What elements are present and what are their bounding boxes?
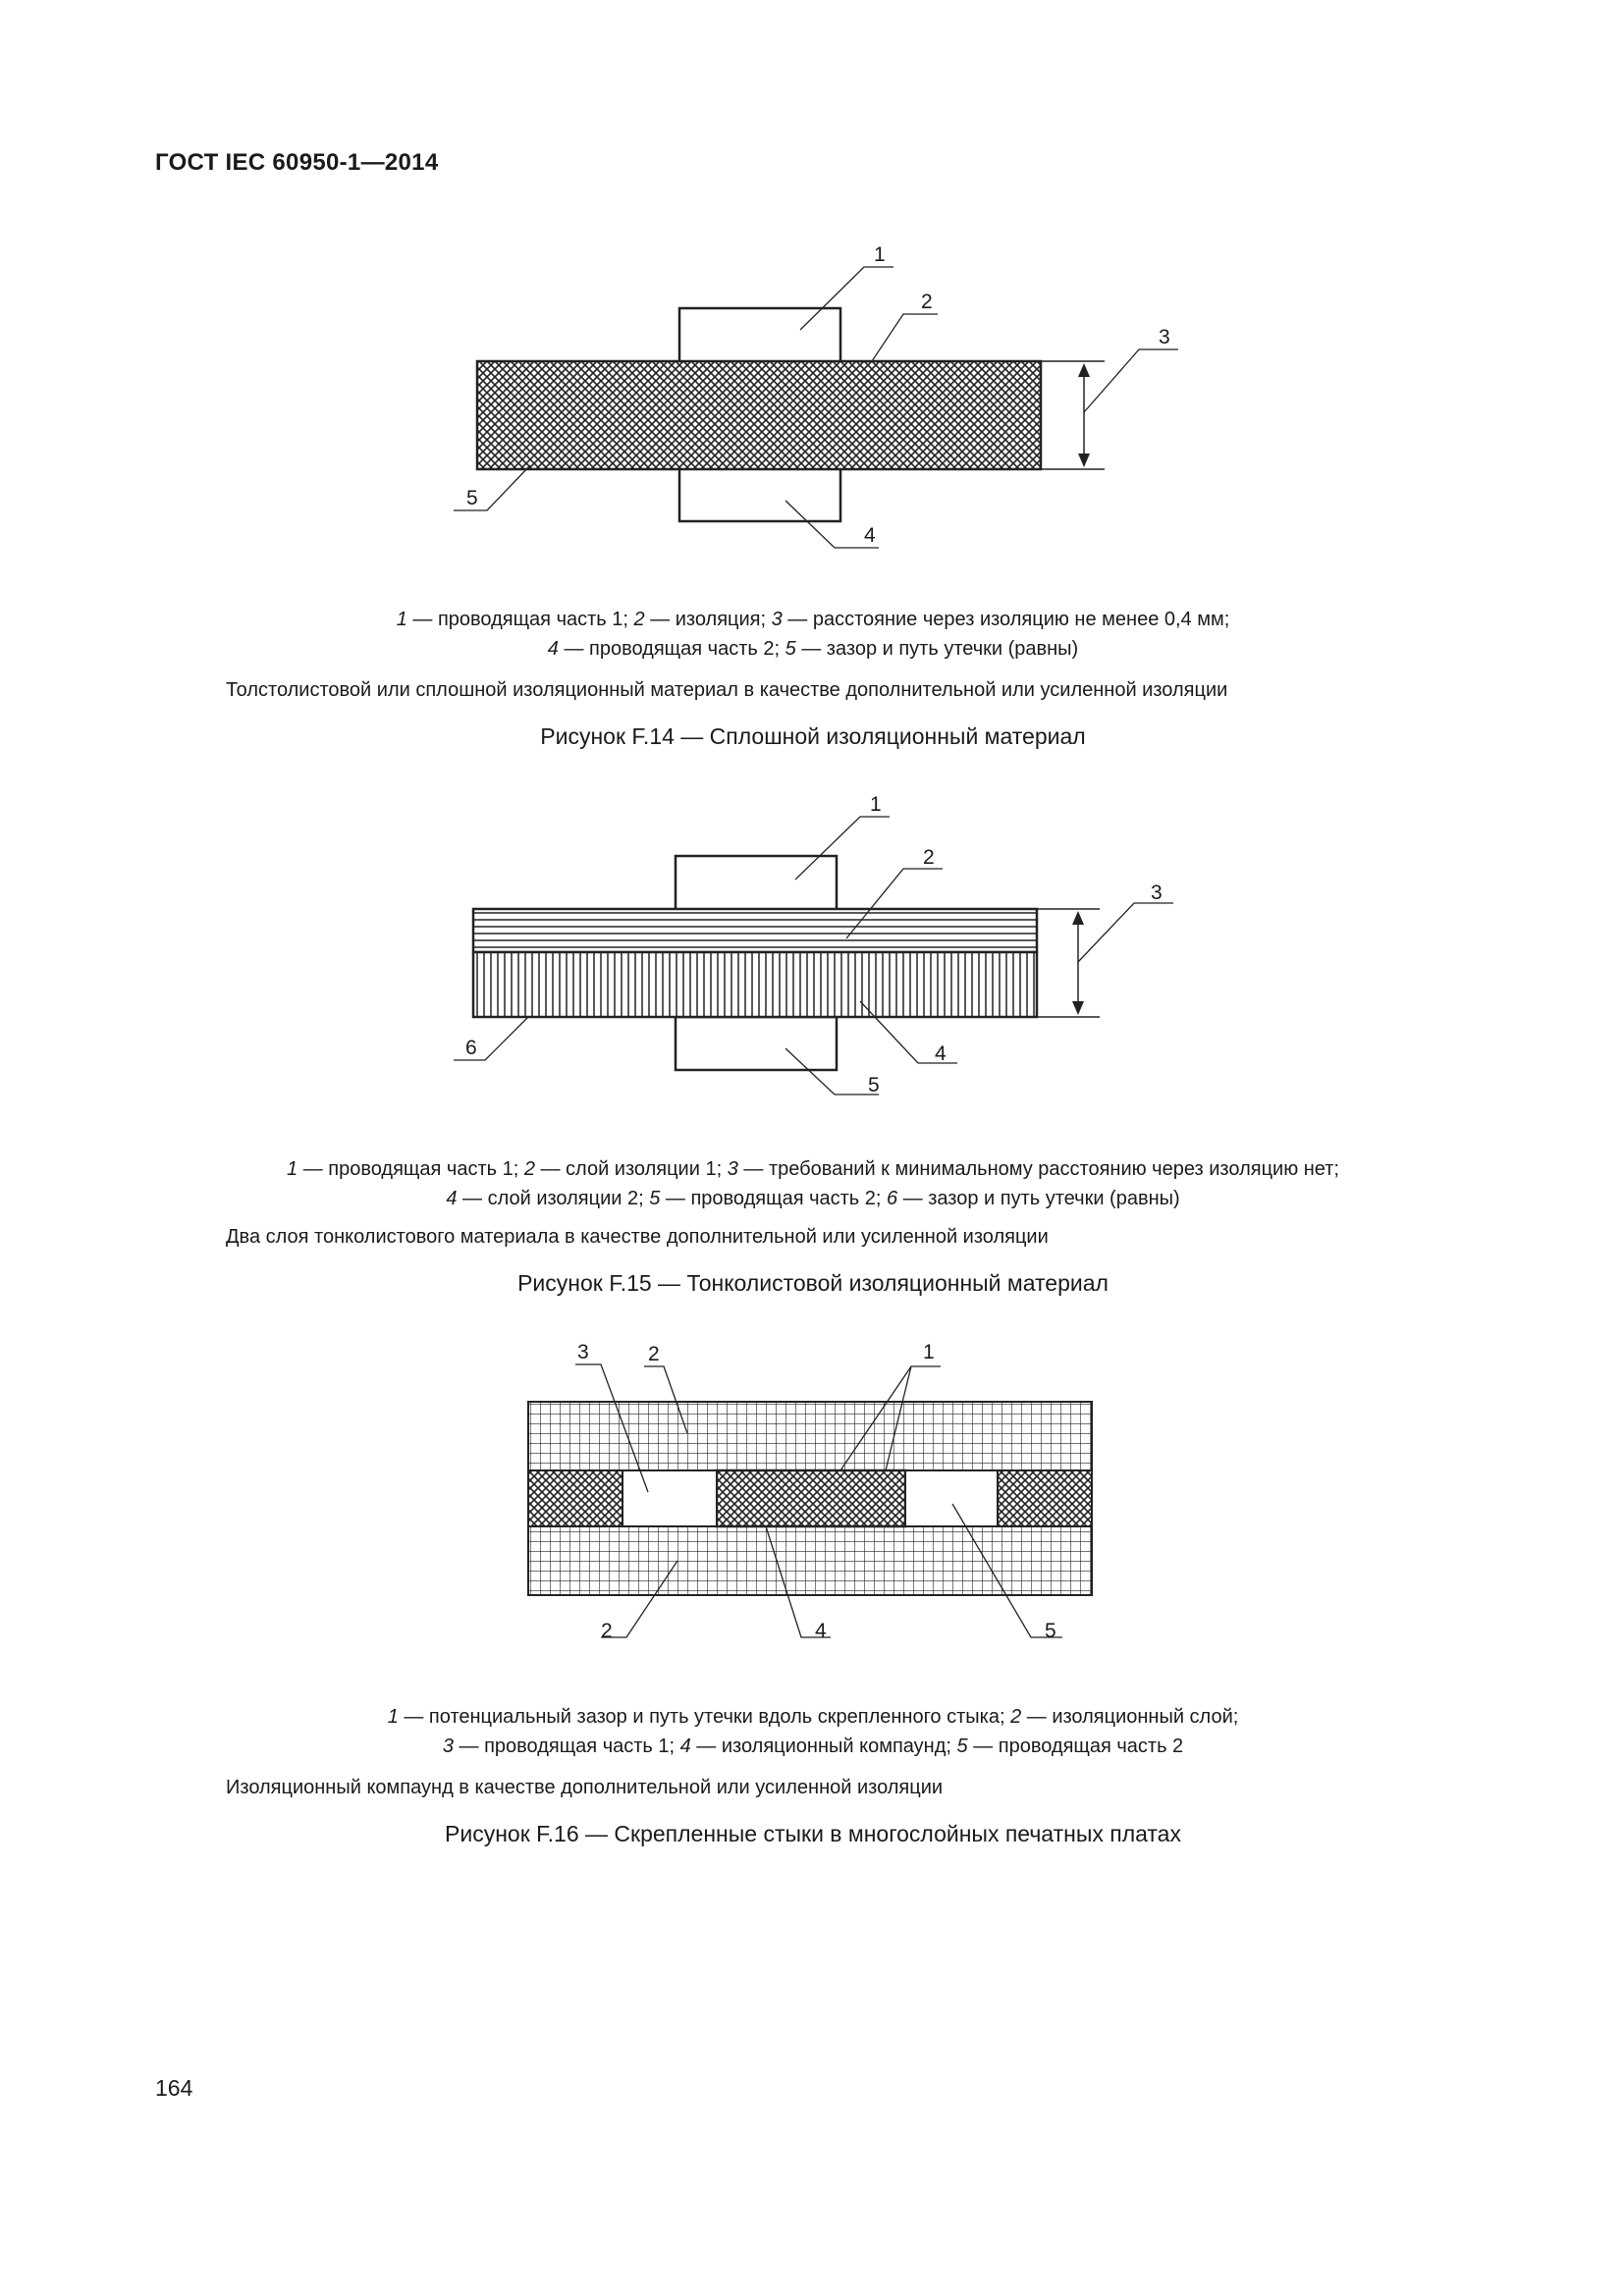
document-header: ГОСТ IEC 60950-1—2014 bbox=[155, 149, 439, 176]
figure-f14-diagram bbox=[0, 226, 1624, 560]
f16-label-5: 5 bbox=[1045, 1620, 1056, 1642]
f16-label-2-top: 2 bbox=[648, 1343, 660, 1365]
f16-compound-center bbox=[717, 1470, 905, 1526]
f15-label-3: 3 bbox=[1151, 881, 1163, 904]
f14-label-4: 4 bbox=[864, 524, 876, 547]
f14-label-3: 3 bbox=[1159, 326, 1170, 348]
f14-legend: 1 — проводящая часть 1; 2 — изоляция; 3 — расстояние через изоляцию не менее 0,4 мм; 4 — проводящая часть 2; 5 — зазор и путь утечки (равны) bbox=[396, 609, 1230, 660]
f15-insulation-layer-1 bbox=[473, 909, 1037, 952]
f14-label-1: 1 bbox=[874, 243, 886, 266]
f15-conductor-2 bbox=[676, 1017, 837, 1070]
f16-compound-right bbox=[998, 1470, 1092, 1526]
f14-label-2: 2 bbox=[921, 291, 933, 313]
f14-conductor-2 bbox=[679, 468, 840, 521]
f15-label-6: 6 bbox=[465, 1037, 477, 1059]
f16-label-1: 1 bbox=[923, 1341, 935, 1363]
f16-compound-left bbox=[528, 1470, 623, 1526]
f14-insulation bbox=[477, 361, 1041, 469]
f14-label-5: 5 bbox=[466, 487, 478, 509]
f15-note: Два слоя тонколистового материала в качестве дополнительной или усиленной изоляции bbox=[226, 1226, 1049, 1248]
f15-caption: Рисунок F.15 — Тонколистовой изоляционный материал bbox=[517, 1270, 1109, 1296]
f15-legend: 1 — проводящая часть 1; 2 — слой изоляции 1; 3 — требований к минимальному расстоянию через изоляцию нет; 4 — слой изоляции 2; 5 — проводящая часть 2; 6 — зазор и путь утечки (равны) bbox=[287, 1158, 1339, 1209]
f14-note: Толстолистовой или сплошной изоляционный материал в качестве дополнительной или усиленной изоляции bbox=[226, 679, 1228, 701]
f15-label-1: 1 bbox=[870, 793, 882, 816]
f16-legend: 1 — потенциальный зазор и путь утечки вдоль скрепленного стыка; 2 — изоляционный слой; 3 — проводящая часть 1; 4 — изоляционный компаунд; 5 — проводящая часть 2 bbox=[387, 1706, 1239, 1757]
f16-caption: Рисунок F.16 — Скрепленные стыки в многослойных печатных платах bbox=[445, 1821, 1181, 1846]
f16-insulation-layer-top bbox=[528, 1402, 1092, 1470]
figure-f16-diagram bbox=[0, 1325, 1624, 1649]
f15-label-4: 4 bbox=[935, 1042, 947, 1065]
figure-f15-diagram bbox=[0, 785, 1624, 1129]
f14-conductor-1 bbox=[679, 308, 840, 363]
f16-conductor-2 bbox=[905, 1470, 998, 1526]
f14-caption: Рисунок F.14 — Сплошной изоляционный материал bbox=[540, 723, 1086, 749]
page-number: 164 bbox=[155, 2075, 193, 2101]
f15-insulation-layer-2 bbox=[473, 952, 1037, 1017]
f16-note: Изоляционный компаунд в качестве дополнительной или усиленной изоляции bbox=[226, 1777, 944, 1798]
f16-label-3: 3 bbox=[577, 1341, 589, 1363]
f16-label-2-bottom: 2 bbox=[601, 1620, 613, 1642]
f16-insulation-layer-bottom bbox=[528, 1526, 1092, 1595]
f15-conductor-1 bbox=[676, 856, 837, 911]
f16-label-4: 4 bbox=[815, 1620, 827, 1642]
f15-label-2: 2 bbox=[923, 846, 935, 869]
f15-label-5: 5 bbox=[868, 1074, 880, 1096]
f16-conductor-1 bbox=[623, 1470, 717, 1526]
